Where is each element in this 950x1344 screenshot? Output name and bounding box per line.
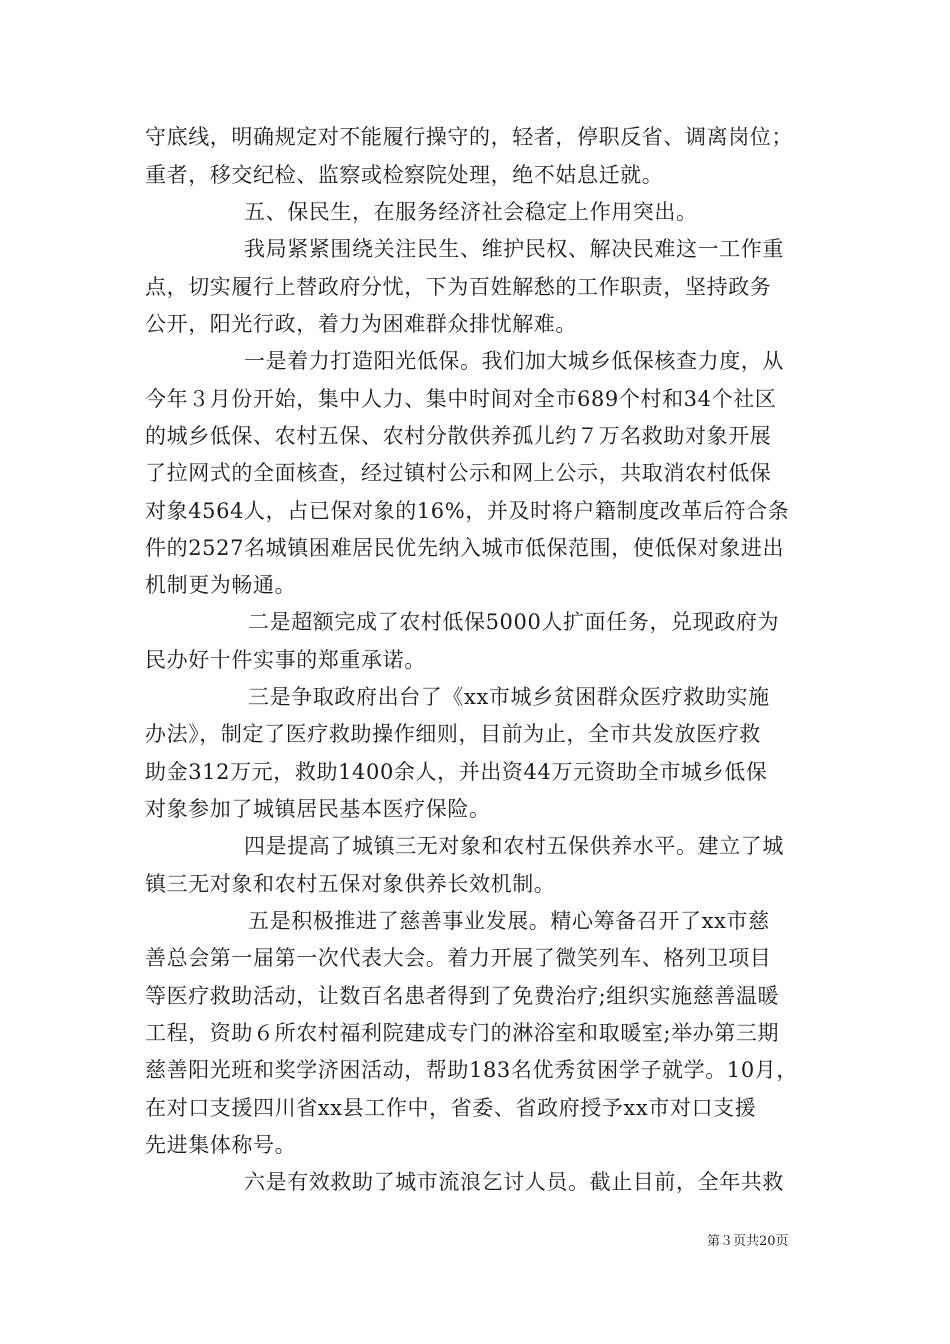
- text-line-14: 二是超额完成了农村低保5000人扩面任务，兑现政府为: [248, 610, 780, 634]
- text-line-6: 公开，阳光行政，着力为困难群众排忧解难。: [145, 312, 577, 336]
- text-line-9: 的城乡低保、农村五保、农村分散供养孤儿约７万名救助对象开展: [145, 424, 772, 448]
- section-heading: 五、保民生，在服务经济社会稳定上作用突出。: [244, 200, 698, 224]
- text-line-2: 重者，移交纪检、监察或检察院处理，绝不姑息迁就。: [145, 163, 664, 187]
- text-line-28: 先进集体称号。: [145, 1133, 297, 1157]
- text-line-1: 守底线，明确规定对不能履行操守的，轻者，停职反省、调离岗位；: [145, 125, 793, 149]
- text-line-23: 善总会第一届第一次代表大会。着力开展了微笑列车、格列卫项目: [145, 946, 772, 970]
- text-line-18: 助金312万元，救助1400余人，并出资44万元资助全市城乡低保: [145, 760, 768, 784]
- text-line-16: 三是争取政府出台了《xx市城乡贫困群众医疗救助实施: [248, 685, 770, 709]
- text-line-5: 点，切实履行上替政府分忧，下为百姓解愁的工作职责，坚持政务: [145, 275, 772, 299]
- text-line-11: 对象4564人，占已保对象的16%，并及时将户籍制度改革后符合条: [145, 499, 790, 523]
- text-line-21: 镇三无对象和农村五保对象供养长效机制。: [145, 872, 556, 896]
- text-line-25: 工程，资助６所农村福利院建成专门的淋浴室和取暖室;举办第三期: [145, 1021, 780, 1045]
- text-line-8: 今年３月份开始，集中人力、集中时间对全市689个村和34个社区: [145, 387, 777, 411]
- text-line-12: 件的2527名城镇困难居民优先纳入城市低保范围，使低保对象进出: [145, 536, 785, 560]
- text-line-15: 民办好十件实事的郑重承诺。: [145, 648, 426, 672]
- page-number: 第３页共20页: [707, 1234, 789, 1249]
- text-line-7: 一是着力打造阳光低保。我们加大城乡低保核查力度，从: [244, 349, 784, 373]
- text-line-17: 办法》，制定了医疗救助操作细则，目前为止，全市共发放医疗救: [145, 722, 761, 746]
- text-line-27: 在对口支援四川省xx县工作中，省委、省政府授予xx市对口支援: [145, 1096, 757, 1120]
- text-line-29: 六是有效救助了城市流浪乞讨人员。截止目前，全年共救: [244, 1170, 784, 1194]
- text-line-22: 五是积极推进了慈善事业发展。精心筹备召开了xx市慈: [248, 909, 770, 933]
- text-line-20: 四是提高了城镇三无对象和农村五保供养水平。建立了城: [244, 834, 784, 858]
- text-line-4: 我局紧紧围绕关注民生、维护民权、解决民难这一工作重: [244, 237, 784, 261]
- text-line-26: 慈善阳光班和奖学济困活动，帮助183名优秀贫困学子就学。10月，: [145, 1058, 799, 1082]
- text-line-13: 机制更为畅通。: [145, 573, 297, 597]
- text-line-19: 对象参加了城镇居民基本医疗保险。: [145, 797, 491, 821]
- text-line-24: 等医疗救助活动，让数百名患者得到了免费治疗;组织实施慈善温暖: [145, 984, 780, 1008]
- text-line-10: 了拉网式的全面核查，经过镇村公示和网上公示，共取消农村低保: [145, 461, 772, 485]
